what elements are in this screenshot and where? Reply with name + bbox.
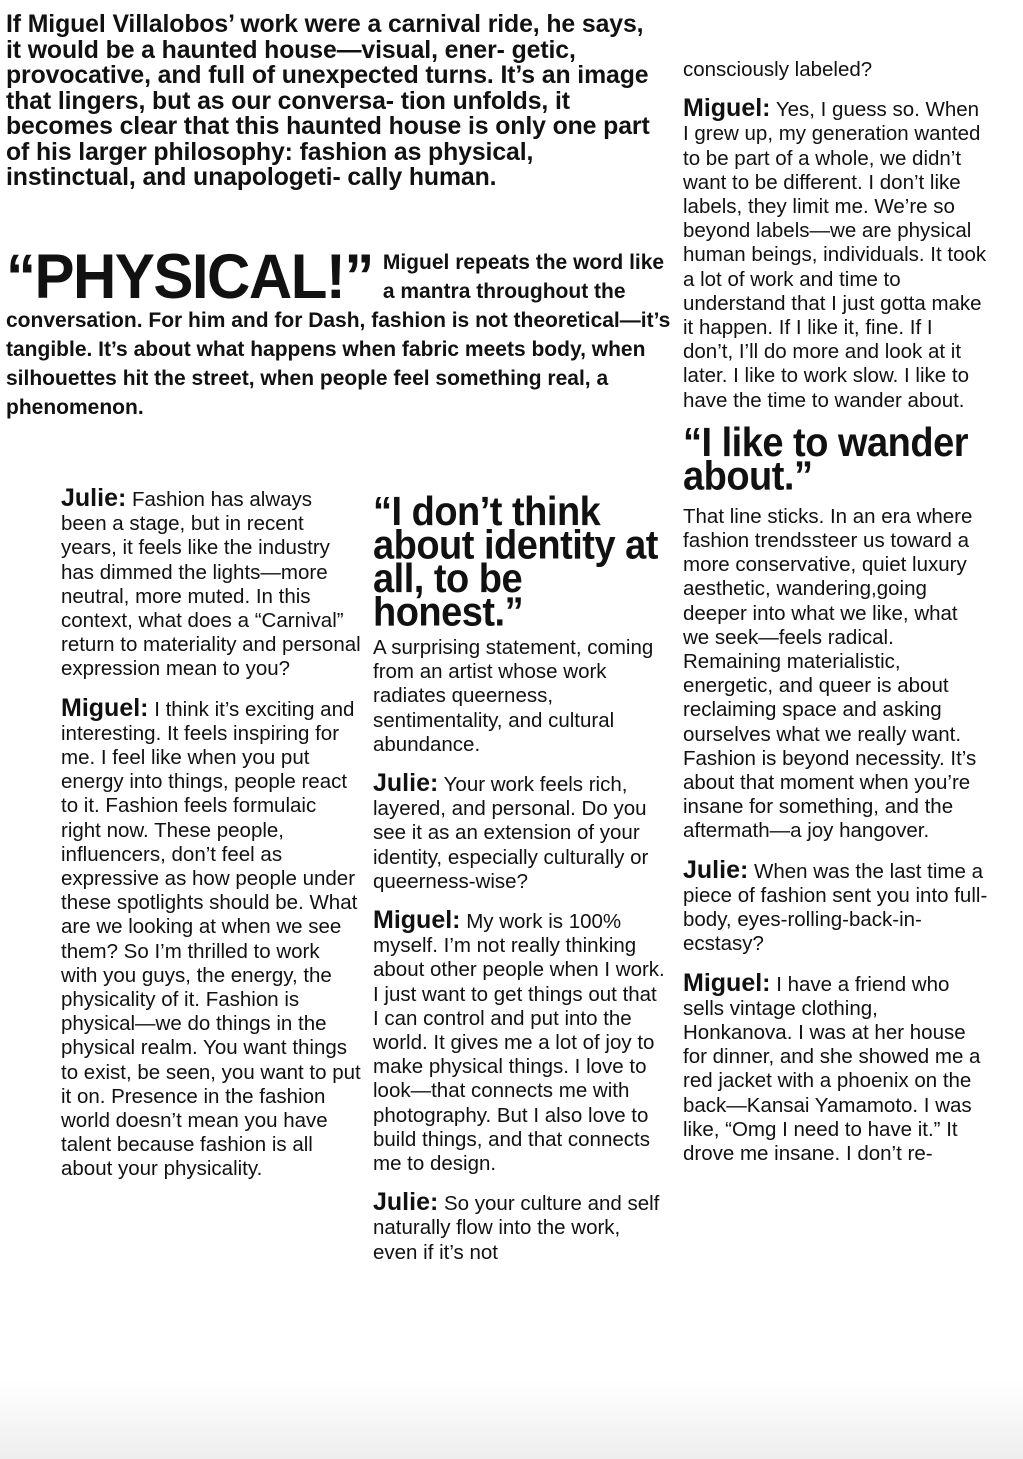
question-text: When was the last time a piece of fashion sent you into full-body, eyes-rolling-back-in-ecstasy? [683, 859, 988, 956]
lead-line: tion unfolds, it becomes clear that this haunted [6, 87, 570, 140]
answer-text: Yes, I guess so. When I grew up, my generation wanted to be part of a whole, we didn’t want to be different. I don’t like labels, they limit me. We’re so beyond labels—we are physical human beings, individuals. It took a lot of work and time to understand that I just gotta make it happen. If I like it, fine. If I don’t, I’ll do more and look at it later. I like to work slow. I like to have the time to wander about. [683, 98, 987, 412]
physical-big-quote: “PHYSICAL!” [6, 241, 373, 312]
speaker-label: Julie: [373, 1188, 439, 1217]
interview-answer [683, 968, 988, 1167]
column-left [61, 486, 361, 1196]
bottom-shadow [0, 1379, 1023, 1459]
interview-question [373, 1190, 665, 1265]
intro-text: A surprising statement, coming from an artist whose work radiates queerness, sentimentality, and cultural abundance. [373, 636, 654, 756]
question-text: Fashion has always been a stage, but in recent years, it feels like the industry has dimmed the lights—more neutral, more muted. In this context, what does a “Carnival” return to materiality and personal expression mean to you? [61, 488, 361, 681]
lead-line: If Miguel Villalobos’ work were a carnival ride, he [6, 11, 576, 38]
interview-answer [373, 908, 665, 1176]
pull-quote-identity: “I don’t think about identity at all, to be honest.” [373, 489, 658, 636]
lead-line: getic, provocative, and full of unexpected turns. [6, 36, 576, 89]
lead-line: It’s an image that lingers, but as our conversa- [6, 62, 649, 115]
speaker-label: Julie: [683, 855, 749, 884]
lead-line: fashion as physical, instinctual, and unapologeti- [6, 138, 534, 191]
question-continuation: consciously labeled? [683, 58, 873, 81]
lead-line: says, it would be a haunted house—visual, ener- [6, 11, 644, 64]
speaker-label: Julie: [373, 769, 439, 798]
interview-answer [61, 693, 361, 1182]
speaker-label: Miguel: [373, 906, 461, 935]
lead-text [6, 12, 661, 191]
column-right [683, 58, 988, 1180]
speaker-label: Julie: [61, 484, 127, 512]
hook-text: Miguel repeats the word like a mantra throughout the conversation. For him and for Dash, fashion is not theoretical—it’s tangible. It’s about what happens when fabric meets body, when silhouettes hit the street, when people feel something real, a phenomenon. [6, 251, 671, 419]
interview-question [61, 486, 361, 682]
speaker-label: Miguel: [683, 968, 771, 997]
question-text: So your culture and self naturally flow into the work, even if it’s not [373, 1192, 660, 1264]
speaker-label: Miguel: [61, 693, 149, 722]
interview-question [683, 855, 988, 957]
hook-paragraph [6, 241, 671, 422]
commentary-text: That line sticks. In an era where fashion trendssteer us toward a more conservative, quiet luxury aesthetic, wandering,going deeper into what we like, what we seek—feels radical. Remaining materialistic, energetic, and queer is about reclaiming space and asking ourselves what we really want. Fashion is beyond necessity. It’s about that moment when you’re insane for something, and the aftermath—a joy hangover. [683, 504, 977, 843]
lead-line: house is only one part of his larger philosophy: [6, 113, 650, 166]
question-text: Your work feels rich, layered, and personal. Do you see it as an extension of your identity, especially culturally or queerness-wise? [373, 773, 649, 893]
answer-text: I think it’s exciting and interesting. It feels inspiring for me. I feel like when you put energy into things, people react to it. Fashion feels formulaic right now. These people, influencers, don’t feel as expressive as how people under these spotlights should be. What are we looking at when we see them? So I’m thrilled to work with you guys, the energy, the physicality of it. Fashion is physical—we do things in the physical realm. You want things to exist, be seen, you want to put it on. Presence in the fashion world doesn’t mean you have talent because fashion is all about your physicality. [61, 697, 361, 1181]
lead-line: cally human. [347, 164, 497, 191]
answer-text: My work is 100% myself. I’m not really thinking about other people when I work. I just want to get things out that I can control and put into the world. It gives me a lot of joy to make physical things. I love to look—that connects me with photography. But I also love to build things, and that connects me to design. [373, 910, 665, 1176]
column-middle [373, 489, 665, 1279]
speaker-label: Miguel: [683, 94, 771, 123]
interview-question [373, 771, 665, 894]
answer-text: I have a friend who sells vintage clothing, Honkanova. I was at her house for dinner, and she showed me a red jacket with a phoenix on the back—Kansai Yamamoto. I was like, “Omg I need to have it.” It drove me insane. I don’t re- [683, 972, 981, 1165]
interview-answer [683, 96, 988, 413]
pull-quote-wander: “I like to wander about.” [683, 420, 969, 500]
lead-paragraph [6, 12, 661, 191]
